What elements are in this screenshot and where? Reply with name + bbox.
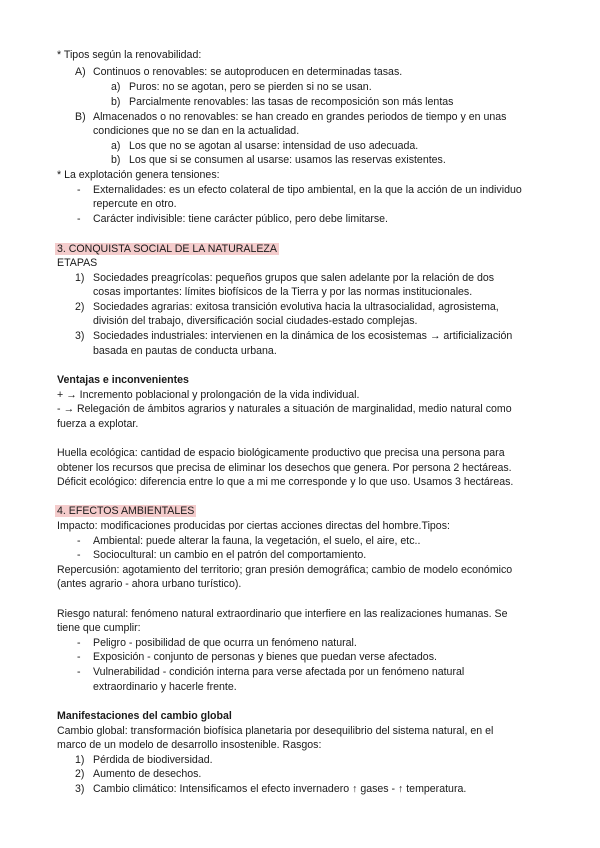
section-heading <box>57 504 196 518</box>
list-text: Parcialmente renovables: las tasas de recomposición son más lentas <box>129 96 454 108</box>
list-text: Ambiental: puede alterar la fauna, la vegetación, el suelo, el aire, etc.. <box>93 535 421 547</box>
list-marker: - <box>77 549 81 561</box>
list-marker: - <box>77 651 81 663</box>
list-text: Pérdida de biodiversidad. <box>93 754 213 766</box>
list-text: Peligro - posibilidad de que ocurra un fenómeno natural. <box>93 637 357 649</box>
list-text: Aumento de desechos. <box>93 768 202 780</box>
repercusion-paragraph: Repercusión: agotamiento del territorio; gran presión demográfica; cambio de modelo económico <box>57 564 513 576</box>
list-marker: 1) <box>75 272 85 284</box>
list-text: Puros: no se agotan, pero se pierden si no se usan. <box>129 81 372 93</box>
list-text-continued: condiciones que no se dan en la actualidad. <box>93 125 300 137</box>
list-marker: - <box>77 213 81 225</box>
list-marker: B) <box>75 111 86 123</box>
list-text: Sociedades industriales: intervienen en la dinámica de los ecosistemas → artificialización <box>93 330 513 342</box>
list-text-continued: basada en pautas de conducta urbana. <box>93 345 277 357</box>
list-marker: 2) <box>75 768 85 780</box>
ventajas-title: Ventajas e inconvenientes <box>57 374 189 386</box>
list-marker: b) <box>111 154 121 166</box>
list-marker: 1) <box>75 754 85 766</box>
list-marker: 2) <box>75 301 85 313</box>
huella-paragraph-continued: obtener los recursos que precisa de eliminar los desechos que genera. Por persona 2 hectáreas. <box>57 462 512 474</box>
ventaja-line: + → Incremento poblacional y prolongación de la vida individual. <box>57 389 360 401</box>
renovabilidad-title: * Tipos según la renovabilidad: <box>57 49 202 61</box>
deficit-paragraph: Déficit ecológico: diferencia entre lo que a mi me corresponde y lo que uso. Usamos 3 hectáreas. <box>57 476 514 488</box>
list-text: Continuos o renovables: se autoproducen en determinadas tasas. <box>93 66 403 78</box>
list-text: Sociedades agrarias: exitosa transición evolutiva hacia la ultrasocialidad, agrosistema, <box>93 301 499 313</box>
list-marker: 3) <box>75 783 85 795</box>
list-text: Los que no se agotan al usarse: intensidad de uso adecuada. <box>129 140 419 152</box>
inconveniente-line-continued: fuerza a explotar. <box>57 418 139 430</box>
list-text-continued: repercute en otro. <box>93 198 177 210</box>
list-text: Los que si se consumen al usarse: usamos las reservas existentes. <box>129 154 446 166</box>
section-heading <box>57 242 279 256</box>
list-marker: - <box>77 535 81 547</box>
list-text-continued: cosas importantes: límites biofísicos de la Tierra y por las normas institucionales. <box>93 286 473 298</box>
list-text: Carácter indivisible: tiene carácter público, pero debe limitarse. <box>93 213 389 225</box>
huella-paragraph: Huella ecológica: cantidad de espacio biológicamente productivo que precisa una persona para <box>57 447 505 459</box>
riesgo-paragraph: Riesgo natural: fenómeno natural extraordinario que interfiere en las realizaciones humanas. Se <box>57 608 508 620</box>
impacto-paragraph: Impacto: modificaciones producidas por ciertas acciones directas del hombre.Tipos: <box>57 520 450 532</box>
list-text: Vulnerabilidad - condición interna para verse afectada por un fenómeno natural <box>93 666 465 678</box>
list-marker: a) <box>111 140 121 152</box>
list-marker: - <box>77 637 81 649</box>
manifestaciones-title: Manifestaciones del cambio global <box>57 710 232 722</box>
list-marker: b) <box>111 96 121 108</box>
list-marker: A) <box>75 66 86 78</box>
list-text: Cambio climático: Intensificamos el efecto invernadero ↑ gases - ↑ temperatura. <box>93 783 467 795</box>
section-heading-text: 4. EFECTOS AMBIENTALES <box>57 505 195 517</box>
list-text-continued: extraordinario y hacerle frente. <box>93 681 237 693</box>
list-text: Sociocultural: un cambio en el patrón del comportamiento. <box>93 549 367 561</box>
repercusion-paragraph-continued: (antes agrario - ahora urbano turístico). <box>57 578 242 590</box>
list-marker: 3) <box>75 330 85 342</box>
riesgo-paragraph-continued: tiene que cumplir: <box>57 622 141 634</box>
list-text: Sociedades preagrícolas: pequeños grupos que salen adelante por la relación de dos <box>93 272 495 284</box>
list-text: Exposición - conjunto de personas y bienes que puedan verse afectados. <box>93 651 437 663</box>
explotacion-title: * La explotación genera tensiones: <box>57 169 220 181</box>
list-marker: a) <box>111 81 121 93</box>
list-text-continued: división del trabajo, diversificación social ciudades-estado complejas. <box>93 315 418 327</box>
list-text: Almacenados o no renovables: se han creado en grandes periodos de tiempo y en unas <box>93 111 507 123</box>
cambio-paragraph-continued: marco de un modelo de desarrollo insostenible. Rasgos: <box>57 739 322 751</box>
list-text: Externalidades: es un efecto colateral de tipo ambiental, en la que la acción de un individuo <box>93 184 522 196</box>
cambio-paragraph: Cambio global: transformación biofísica planetaria por desequilibrio del sistema natural, en el <box>57 725 494 737</box>
inconveniente-line: - → Relegación de ámbitos agrarios y naturales a situación de marginalidad, medio natural como <box>57 403 512 415</box>
etapas-label: ETAPAS <box>57 257 98 269</box>
list-marker: - <box>77 666 81 678</box>
section-heading-text: 3. CONQUISTA SOCIAL DE LA NATURALEZA <box>57 243 277 255</box>
list-marker: - <box>77 184 81 196</box>
